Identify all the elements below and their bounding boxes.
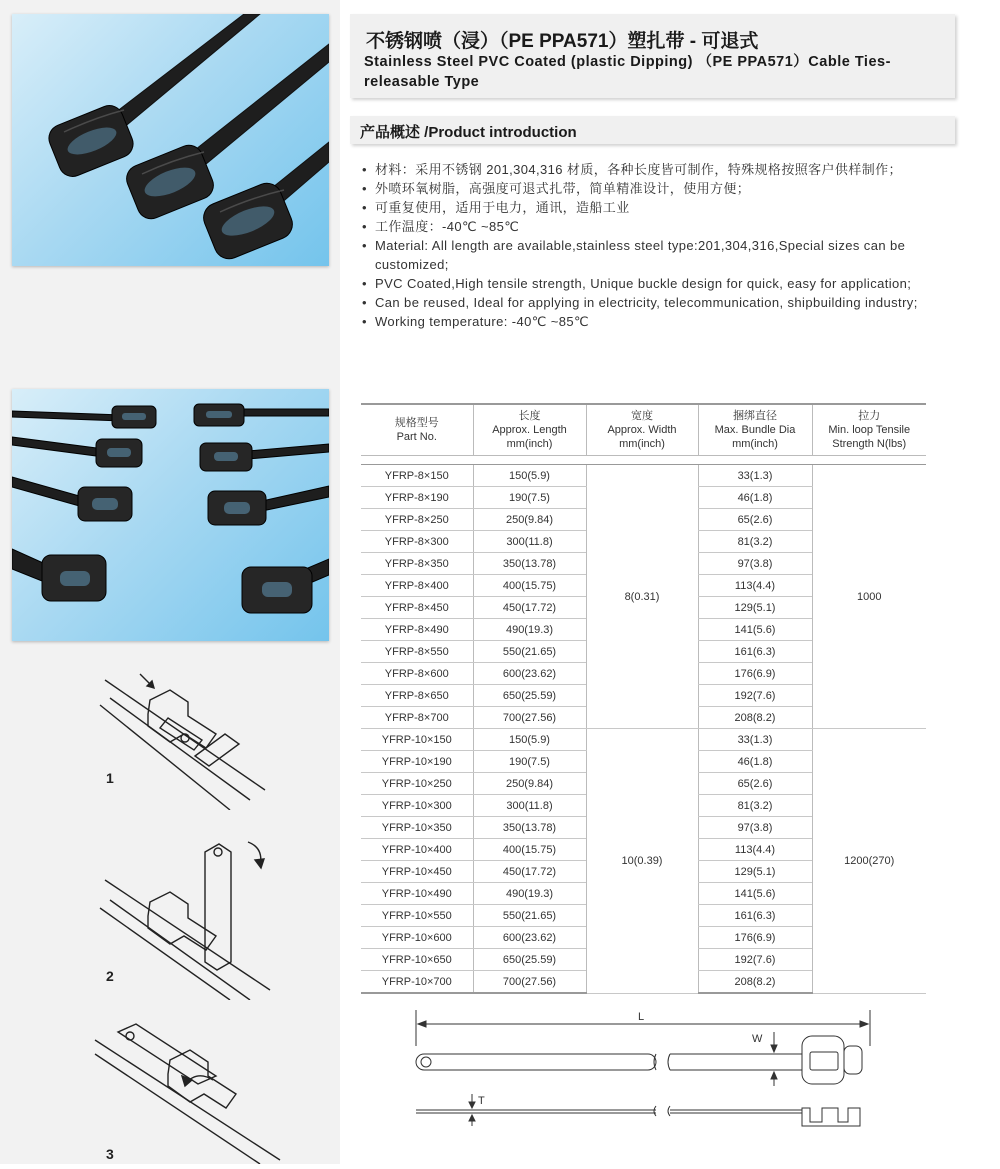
cell-part-no: YFRP-8×550 [361, 641, 473, 663]
intro-item: • 材料：采用不锈钢 201,304,316 材质，各种长度皆可制作，特殊规格按照客户供样制作； [362, 160, 928, 179]
cell-bundle-dia: 176(6.9) [698, 927, 812, 949]
cell-bundle-dia: 208(8.2) [698, 971, 812, 994]
cell-part-no: YFRP-10×400 [361, 839, 473, 861]
header-width: 宽度 Approx. Width mm(inch) [586, 404, 698, 456]
table-spacer-row [361, 456, 926, 465]
intro-item: • Working temperature: -40℃ ~85℃ [362, 312, 928, 331]
cell-part-no: YFRP-10×450 [361, 861, 473, 883]
cell-part-no: YFRP-10×600 [361, 927, 473, 949]
thickness-label: T [478, 1095, 485, 1107]
cell-part-no: YFRP-8×700 [361, 707, 473, 729]
cell-length: 350(13.78) [473, 553, 586, 575]
cell-part-no: YFRP-10×700 [361, 971, 473, 994]
cell-length: 450(17.72) [473, 861, 586, 883]
cell-width: 8(0.31) [586, 465, 698, 729]
cell-length: 190(7.5) [473, 751, 586, 773]
spec-table [361, 403, 926, 994]
cell-length: 600(23.62) [473, 927, 586, 949]
cell-length: 490(19.3) [473, 883, 586, 905]
step-number: 2 [106, 968, 114, 984]
cell-bundle-dia: 192(7.6) [698, 949, 812, 971]
cell-bundle-dia: 46(1.8) [698, 751, 812, 773]
cell-bundle-dia: 141(5.6) [698, 619, 812, 641]
cell-bundle-dia: 192(7.6) [698, 685, 812, 707]
page-title-cn: 不锈钢喷（浸）（PE PPA571）塑扎带 - 可退式 [366, 31, 759, 52]
length-label: L [638, 1011, 645, 1023]
cell-bundle-dia: 46(1.8) [698, 487, 812, 509]
cell-part-no: YFRP-8×400 [361, 575, 473, 597]
cell-part-no: YFRP-10×300 [361, 795, 473, 817]
cell-part-no: YFRP-8×150 [361, 465, 473, 487]
cell-length: 300(11.8) [473, 795, 586, 817]
cell-bundle-dia: 65(2.6) [698, 773, 812, 795]
cell-length: 300(11.8) [473, 531, 586, 553]
cell-bundle-dia: 113(4.4) [698, 575, 812, 597]
dimension-drawing [360, 1006, 880, 1136]
cell-bundle-dia: 161(6.3) [698, 641, 812, 663]
cell-bundle-dia: 161(6.3) [698, 905, 812, 927]
cell-bundle-dia: 208(8.2) [698, 707, 812, 729]
table-header-row [361, 404, 926, 456]
table-body [361, 456, 926, 994]
cell-length: 400(15.75) [473, 839, 586, 861]
spacer-cell [361, 456, 926, 465]
header-bundle-dia: 捆绑直径 Max. Bundle Dia mm(inch) [698, 404, 812, 456]
page-title-en: Stainless Steel PVC Coated (plastic Dipping) （PE PPA571）Cable Ties-releasable Type [364, 54, 891, 90]
cell-part-no: YFRP-8×250 [361, 509, 473, 531]
step-3-figure [0, 1010, 340, 1164]
intro-item: • 工作温度：-40℃ ~85℃ [362, 217, 928, 236]
cell-part-no: YFRP-10×250 [361, 773, 473, 795]
cell-length: 450(17.72) [473, 597, 586, 619]
intro-item: • Material: All length are available,stainless steel type:201,304,316,Special sizes can be customized; [362, 236, 928, 274]
cell-width: 10(0.39) [586, 729, 698, 994]
product-photo-buckles [12, 14, 329, 266]
cell-length: 650(25.59) [473, 685, 586, 707]
cell-bundle-dia: 33(1.3) [698, 465, 812, 487]
cell-length: 550(21.65) [473, 641, 586, 663]
cell-bundle-dia: 176(6.9) [698, 663, 812, 685]
cell-part-no: YFRP-8×350 [361, 553, 473, 575]
cell-bundle-dia: 97(3.8) [698, 817, 812, 839]
header-tensile: 拉力 Min. loop Tensile Strength N(lbs) [812, 404, 926, 456]
cell-bundle-dia: 33(1.3) [698, 729, 812, 751]
header-length: 长度 Approx. Length mm(inch) [473, 404, 586, 456]
cell-bundle-dia: 81(3.2) [698, 795, 812, 817]
table-row [361, 729, 926, 751]
cell-part-no: YFRP-8×600 [361, 663, 473, 685]
cell-part-no: YFRP-10×190 [361, 751, 473, 773]
intro-item: • 外喷环氧树脂，高强度可退式扎带，简单精准设计，使用方便； [362, 179, 928, 198]
cell-part-no: YFRP-8×450 [361, 597, 473, 619]
cell-part-no: YFRP-8×650 [361, 685, 473, 707]
title-banner [350, 14, 955, 98]
cell-length: 250(9.84) [473, 509, 586, 531]
step-number: 1 [106, 770, 114, 786]
step-2-figure [0, 830, 340, 1000]
cell-tensile: 1000 [812, 465, 926, 729]
cell-bundle-dia: 65(2.6) [698, 509, 812, 531]
cell-part-no: YFRP-10×150 [361, 729, 473, 751]
cell-part-no: YFRP-8×190 [361, 487, 473, 509]
cell-length: 490(19.3) [473, 619, 586, 641]
left-image-panel [0, 0, 340, 1164]
width-label: W [752, 1033, 763, 1045]
product-intro-list [362, 160, 928, 331]
step-number: 3 [106, 1146, 114, 1162]
cell-part-no: YFRP-10×550 [361, 905, 473, 927]
cell-length: 400(15.75) [473, 575, 586, 597]
intro-item: • Can be reused, Ideal for applying in electricity, telecommunication, shipbuilding industry; [362, 293, 928, 312]
cell-tensile: 1200(270) [812, 729, 926, 994]
cell-length: 550(21.65) [473, 905, 586, 927]
cell-bundle-dia: 113(4.4) [698, 839, 812, 861]
cell-part-no: YFRP-8×300 [361, 531, 473, 553]
section-header [350, 116, 955, 144]
cell-length: 650(25.59) [473, 949, 586, 971]
intro-item: • 可重复使用，适用于电力，通讯，造船工业 [362, 198, 928, 217]
cell-part-no: YFRP-8×490 [361, 619, 473, 641]
cell-bundle-dia: 141(5.6) [698, 883, 812, 905]
cell-bundle-dia: 97(3.8) [698, 553, 812, 575]
step-1-figure [0, 660, 340, 810]
cell-length: 250(9.84) [473, 773, 586, 795]
cell-length: 700(27.56) [473, 707, 586, 729]
cell-length: 700(27.56) [473, 971, 586, 994]
cell-bundle-dia: 81(3.2) [698, 531, 812, 553]
table-row [361, 465, 926, 487]
cell-part-no: YFRP-10×490 [361, 883, 473, 905]
product-photo-ties [12, 389, 329, 641]
cell-length: 600(23.62) [473, 663, 586, 685]
section-title: 产品概述 /Product introduction [360, 124, 577, 141]
cell-part-no: YFRP-10×650 [361, 949, 473, 971]
intro-item: • PVC Coated,High tensile strength, Unique buckle design for quick, easy for application; [362, 274, 928, 293]
cell-part-no: YFRP-10×350 [361, 817, 473, 839]
cell-bundle-dia: 129(5.1) [698, 597, 812, 619]
header-part-no: 规格型号 Part No. [361, 404, 473, 456]
cell-length: 350(13.78) [473, 817, 586, 839]
cell-bundle-dia: 129(5.1) [698, 861, 812, 883]
cell-length: 150(5.9) [473, 465, 586, 487]
cell-length: 150(5.9) [473, 729, 586, 751]
cell-length: 190(7.5) [473, 487, 586, 509]
